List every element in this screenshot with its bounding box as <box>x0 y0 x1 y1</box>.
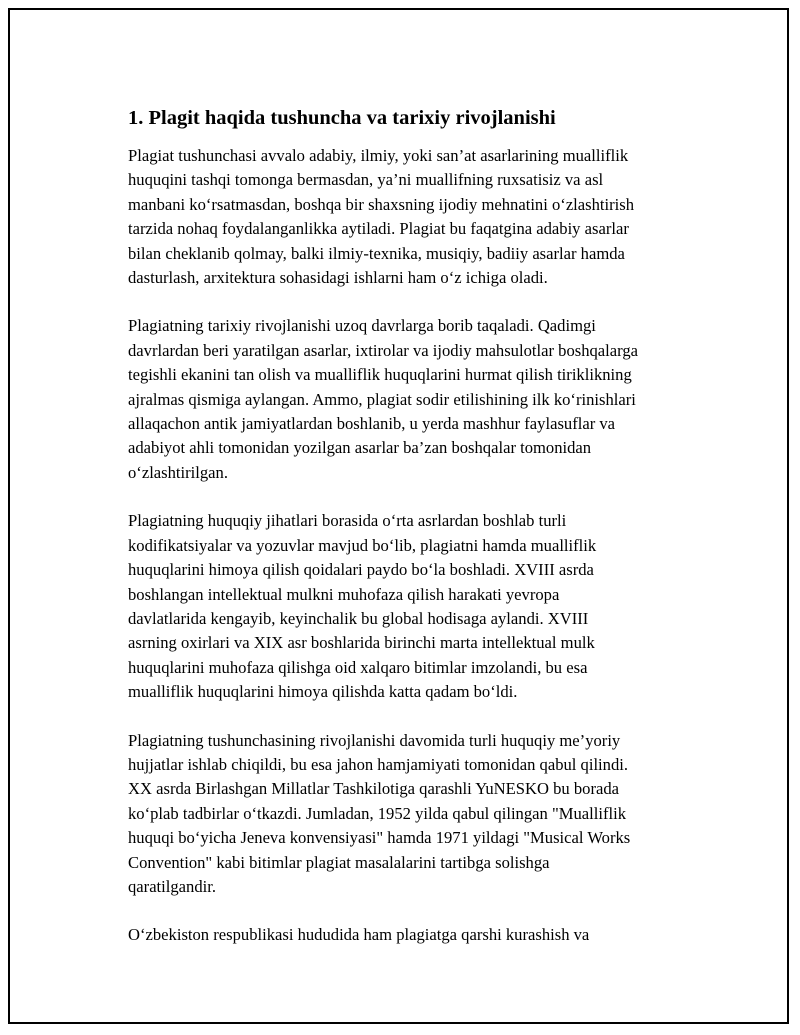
page-frame <box>8 8 789 1024</box>
text-line: o‘zlashtirilgan. <box>128 462 228 482</box>
text-line: allaqachon antik jamiyatlardan boshlanib, u yerda mashhur faylasuflar va <box>128 414 616 434</box>
text-line: mualliflik huquqlarini himoya qilishda katta qadam bo‘ldi. <box>128 682 518 702</box>
text-line: tegishli ekanini tan olish va mualliflik huquqlarini hurmat qilish tiriklikning <box>128 365 632 385</box>
text-line: O‘zbekiston respublikasi hududida ham plagiatga qarshi kurashish va <box>128 925 590 945</box>
text-line: dasturlash, arxitektura sohasidagi ishlarni ham o‘z ichiga oladi. <box>128 268 548 288</box>
text-line: davrlardan beri yaratilgan asarlar, ixtirolar va ijodiy mahsulotlar boshqalarga <box>128 340 639 360</box>
text-line: qaratilgandir. <box>128 876 217 896</box>
paragraph-international <box>128 729 698 900</box>
text-line: huquqini tashqi tomonga bermasdan, ya’ni muallifning ruxsatisiz va asl <box>128 170 604 190</box>
text-line: kodifikatsiyalar va yozuvlar mavjud bo‘lib, plagiatni hamda mualliflik <box>128 535 597 555</box>
text-line: Convention" kabi bitimlar plagiat masalalarini tartibga solishga <box>128 852 550 872</box>
text-line: Plagiat tushunchasi avvalo adabiy, ilmiy, yoki san’at asarlarining mualliflik <box>128 146 629 165</box>
text-line: davlatlarida kengayib, keyinchalik bu global hodisaga aylandi. XVIII <box>128 608 589 628</box>
text-line: ajralmas qismiga aylangan. Ammo, plagiat sodir etilishining ilk ko‘rinishlari <box>128 389 636 409</box>
document-body <box>128 104 698 972</box>
text-line: huquqi bo‘yicha Jeneva konvensiyasi" hamda 1971 yildagi "Musical Works <box>128 828 631 848</box>
text-line: tarzida nohaq foydalanganlikka aytiladi. Plagiat bu faqatgina adabiy asarlar <box>128 219 629 239</box>
text-line: boshlangan intellektual mulkni muhofaza qilish harakati yevropa <box>128 584 560 604</box>
text-line: Plagiatning huquqiy jihatlari borasida o‘rta asrlardan boshlab turli <box>128 511 567 531</box>
text-line: ko‘plab tadbirlar o‘tkazdi. Jumladan, 1952 yilda qabul qilingan "Mualliflik <box>128 803 627 823</box>
text-line: bilan cheklanib qolmay, balki ilmiy-texnika, musiqiy, badiiy asarlar hamda <box>128 243 625 263</box>
text-line: Plagiatning tarixiy rivojlanishi uzoq davrlarga borib taqaladi. Qadimgi <box>128 316 596 336</box>
text-line: adabiyot ahli tomonidan yozilgan asarlar ba’zan boshqalar tomonidan <box>128 438 592 458</box>
paragraph-legal-aspects <box>128 509 698 704</box>
paragraph-history <box>128 314 698 485</box>
text-line: Plagiatning tushunchasining rivojlanishi davomida turli huquqiy me’yoriy <box>128 730 621 750</box>
text-line: asrning oxirlari va XIX asr boshlarida birinchi marta intellektual mulk <box>128 633 595 653</box>
paragraph-uzbekistan <box>128 923 698 947</box>
text-line: XX asrda Birlashgan Millatlar Tashkilotiga qarashli YuNESKO bu borada <box>128 779 620 799</box>
section-title: 1. Plagit haqida tushuncha va tarixiy rivojlanishi <box>128 107 556 129</box>
text-line: manbani ko‘rsatmasdan, boshqa bir shaxsning ijodiy mehnatini o‘zlashtirish <box>128 194 635 214</box>
text-line: hujjatlar ishlab chiqildi, bu esa jahon hamjamiyati tomonidan qabul qilindi. <box>128 754 629 774</box>
paragraph-definition <box>128 144 698 290</box>
text-line: huquqlarini muhofaza qilishga oid xalqaro bitimlar imzolandi, bu esa <box>128 657 588 677</box>
text-line: huquqlarini himoya qilish qoidalari paydo bo‘la boshladi. XVIII asrda <box>128 560 594 580</box>
